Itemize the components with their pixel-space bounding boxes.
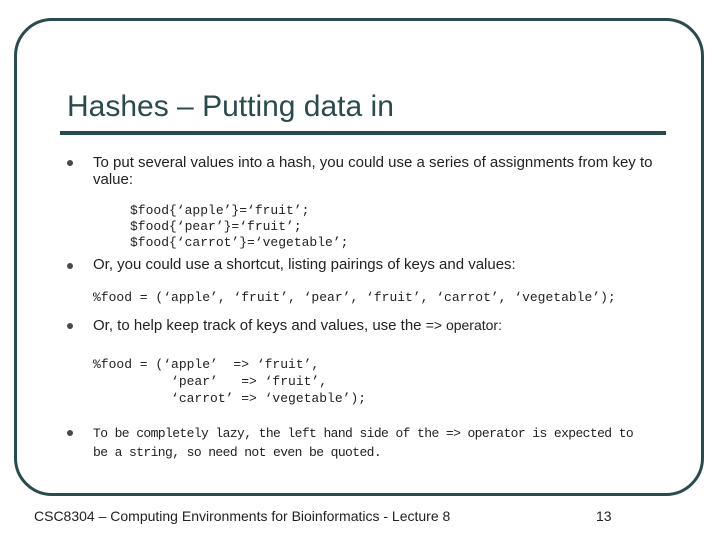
code-block-1-line-2: $food{‘pear’}=‘fruit’;	[130, 219, 302, 234]
title-underline	[60, 131, 666, 135]
bullet-4-text: To be completely lazy, the left hand side of the => operator is expected to be a string, so need not even be quoted.	[93, 426, 634, 460]
code-block-1-line-1: $food{‘apple’}=‘fruit’;	[130, 203, 310, 218]
bullet-1-text: To put several values into a hash, you could use a series of assignments from key to value:	[93, 154, 653, 188]
bullet-dot-icon	[67, 323, 73, 329]
code-block-1-line-3: $food{‘carrot’}=‘vegetable’;	[130, 235, 349, 250]
footer-page-number: 13	[596, 508, 612, 524]
code-block-3-line-3: ‘carrot’ => ‘vegetable’);	[93, 391, 367, 406]
code-block-2: %food = (‘apple’, ‘fruit’, ‘pear’, ‘fruit’, ‘carrot’, ‘vegetable’);	[93, 290, 616, 305]
bullet-3-prefix: Or, to help keep track of keys and values, use the	[93, 317, 426, 334]
bullet-3-operator: => operator:	[425, 317, 502, 333]
slide-title: Hashes – Putting data in	[67, 90, 394, 123]
bullet-dot-icon	[67, 160, 73, 166]
code-block-3-line-2: ‘pear’ => ‘fruit’,	[93, 374, 328, 389]
code-block-3-line-1: %food = (‘apple’ => ‘fruit’,	[93, 357, 320, 372]
footer-course: CSC8304 – Computing Environments for Bioinformatics - Lecture 8	[34, 508, 451, 524]
bullet-dot-icon	[67, 263, 73, 269]
bullet-2-text: Or, you could use a shortcut, listing pairings of keys and values:	[93, 256, 516, 273]
bullet-dot-icon	[67, 430, 73, 436]
bullet-3-text	[93, 317, 673, 334]
